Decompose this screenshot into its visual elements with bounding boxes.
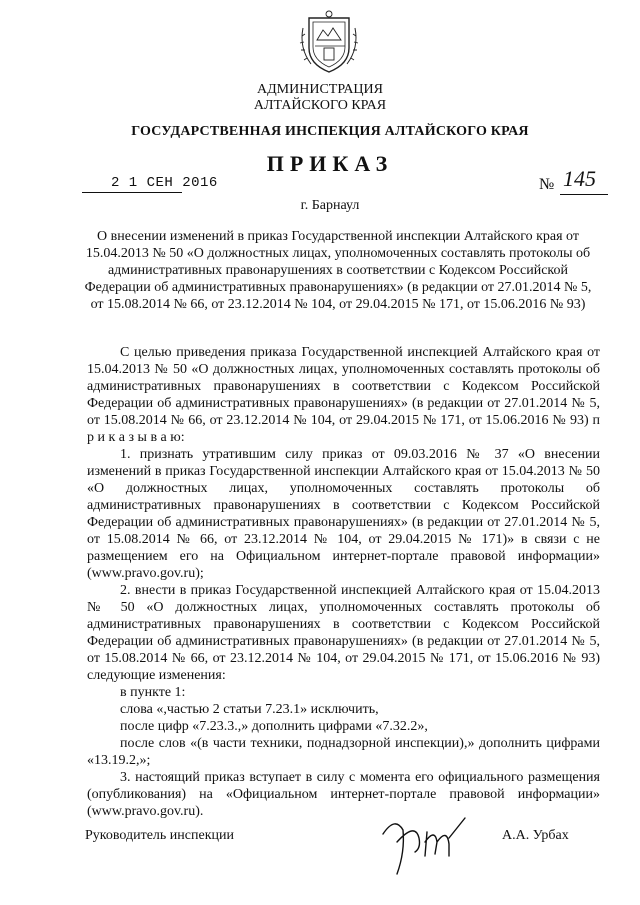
- document-body: [87, 344, 600, 820]
- sub-item-after-words: после слов «(в части техники, поднадзорной инспекции),» дополнить цифрами «13.19.2,»;: [87, 736, 600, 768]
- preamble-paragraph: С целью приведения приказа Государственной инспекцией Алтайского края от 15.04.2013 № 50 «О должностных лицах, уполномоченных составлять протоколы об административных правонарушениях в соответствии с Кодексом Российской Федерации об административных правонарушениях» (в редакции от 27.01.2014 № 5, от 15.08.2014 № 66, от 23.12.2014 № 104, от 29.04.2015 № 171, от 15.06.2016 № 93) п р и к а з ы в а ю:: [87, 345, 600, 445]
- signatory-role: Руководитель инспекции: [85, 828, 234, 843]
- administration-line2: АЛТАЙСКОГО КРАЯ: [253, 98, 387, 113]
- number-label: №: [539, 176, 555, 193]
- document-type-title: ПРИКАЗ: [266, 151, 394, 176]
- coat-of-arms-emblem: [295, 8, 363, 76]
- inspection-name: ГОСУДАРСТВЕННАЯ ИНСПЕКЦИЯ АЛТАЙСКОГО КРАЯ: [131, 124, 529, 139]
- document-number-handwritten: 145: [563, 166, 596, 191]
- item-1-paragraph: 1. признать утратившим силу приказ от 09.03.2016 № 37 «О внесении изменений в приказ Государственной инспекции Алтайского края от 15.04.2013 № 50 «О должностных лицах, уполномоченных составлять протоколы об административных правонарушениях в соответствии с Кодексом Российской Федерации об административных правонарушениях» (в редакции от 27.01.2014 № 5, от 15.08.2014 № 66, от 23.12.2014 № 104, от 29.04.2015 № 171)» в связи с не размещением его на Официальном интернет-портале правовой информации» (www.pravo.gov.ru);: [87, 447, 600, 581]
- item-3-paragraph: 3. настоящий приказ вступает в силу с момента его официального размещения (опубликования) на «Официальном интернет-портале правовой информации» (www.pravo.gov.ru).: [87, 770, 600, 819]
- number-underline: [560, 194, 608, 195]
- document-subject: О внесении изменений в приказ Государственной инспекции Алтайского края от 15.04.2013 № 50 «О должностных лицах, уполномоченных составлять протоколы об административных правонарушениях в соответствии с Кодексом Российской Федерации об административных правонарушениях» (в редакции от 27.01.2014 № 5, от 15.08.2014 № 66, от 23.12.2014 № 104, от 29.04.2015 № 171, от 15.06.2016 № 93): [84, 229, 592, 312]
- date-underline: [82, 192, 182, 193]
- sub-item-words: слова «,частью 2 статьи 7.23.1» исключить,: [120, 702, 379, 717]
- sub-item-point: в пункте 1:: [120, 685, 186, 700]
- signatory-name: А.А. Урбах: [502, 828, 569, 843]
- administration-line1: АДМИНИСТРАЦИЯ: [257, 82, 383, 97]
- document-date-stamp: 2 1 СЕН 2016: [111, 175, 218, 191]
- handwritten-signature: [375, 812, 485, 878]
- item-2-paragraph: 2. внести в приказ Государственной инспекцией Алтайского края от 15.04.2013 № 50 «О должностных лицах, уполномоченных составлять протоколы об административных правонарушениях в соответствии с Кодексом Российской Федерации об административных правонарушениях» (в редакции от 27.01.2014 № 5, от 15.08.2014 № 66, от 23.12.2014 № 104, от 29.04.2015 № 171, от 15.06.2016 № 93) следующие изменения:: [87, 583, 600, 683]
- city-line: г. Барнаул: [300, 198, 360, 213]
- sub-item-after-digits: после цифр «7.23.3.,» дополнить цифрами «7.32.2»,: [120, 719, 428, 734]
